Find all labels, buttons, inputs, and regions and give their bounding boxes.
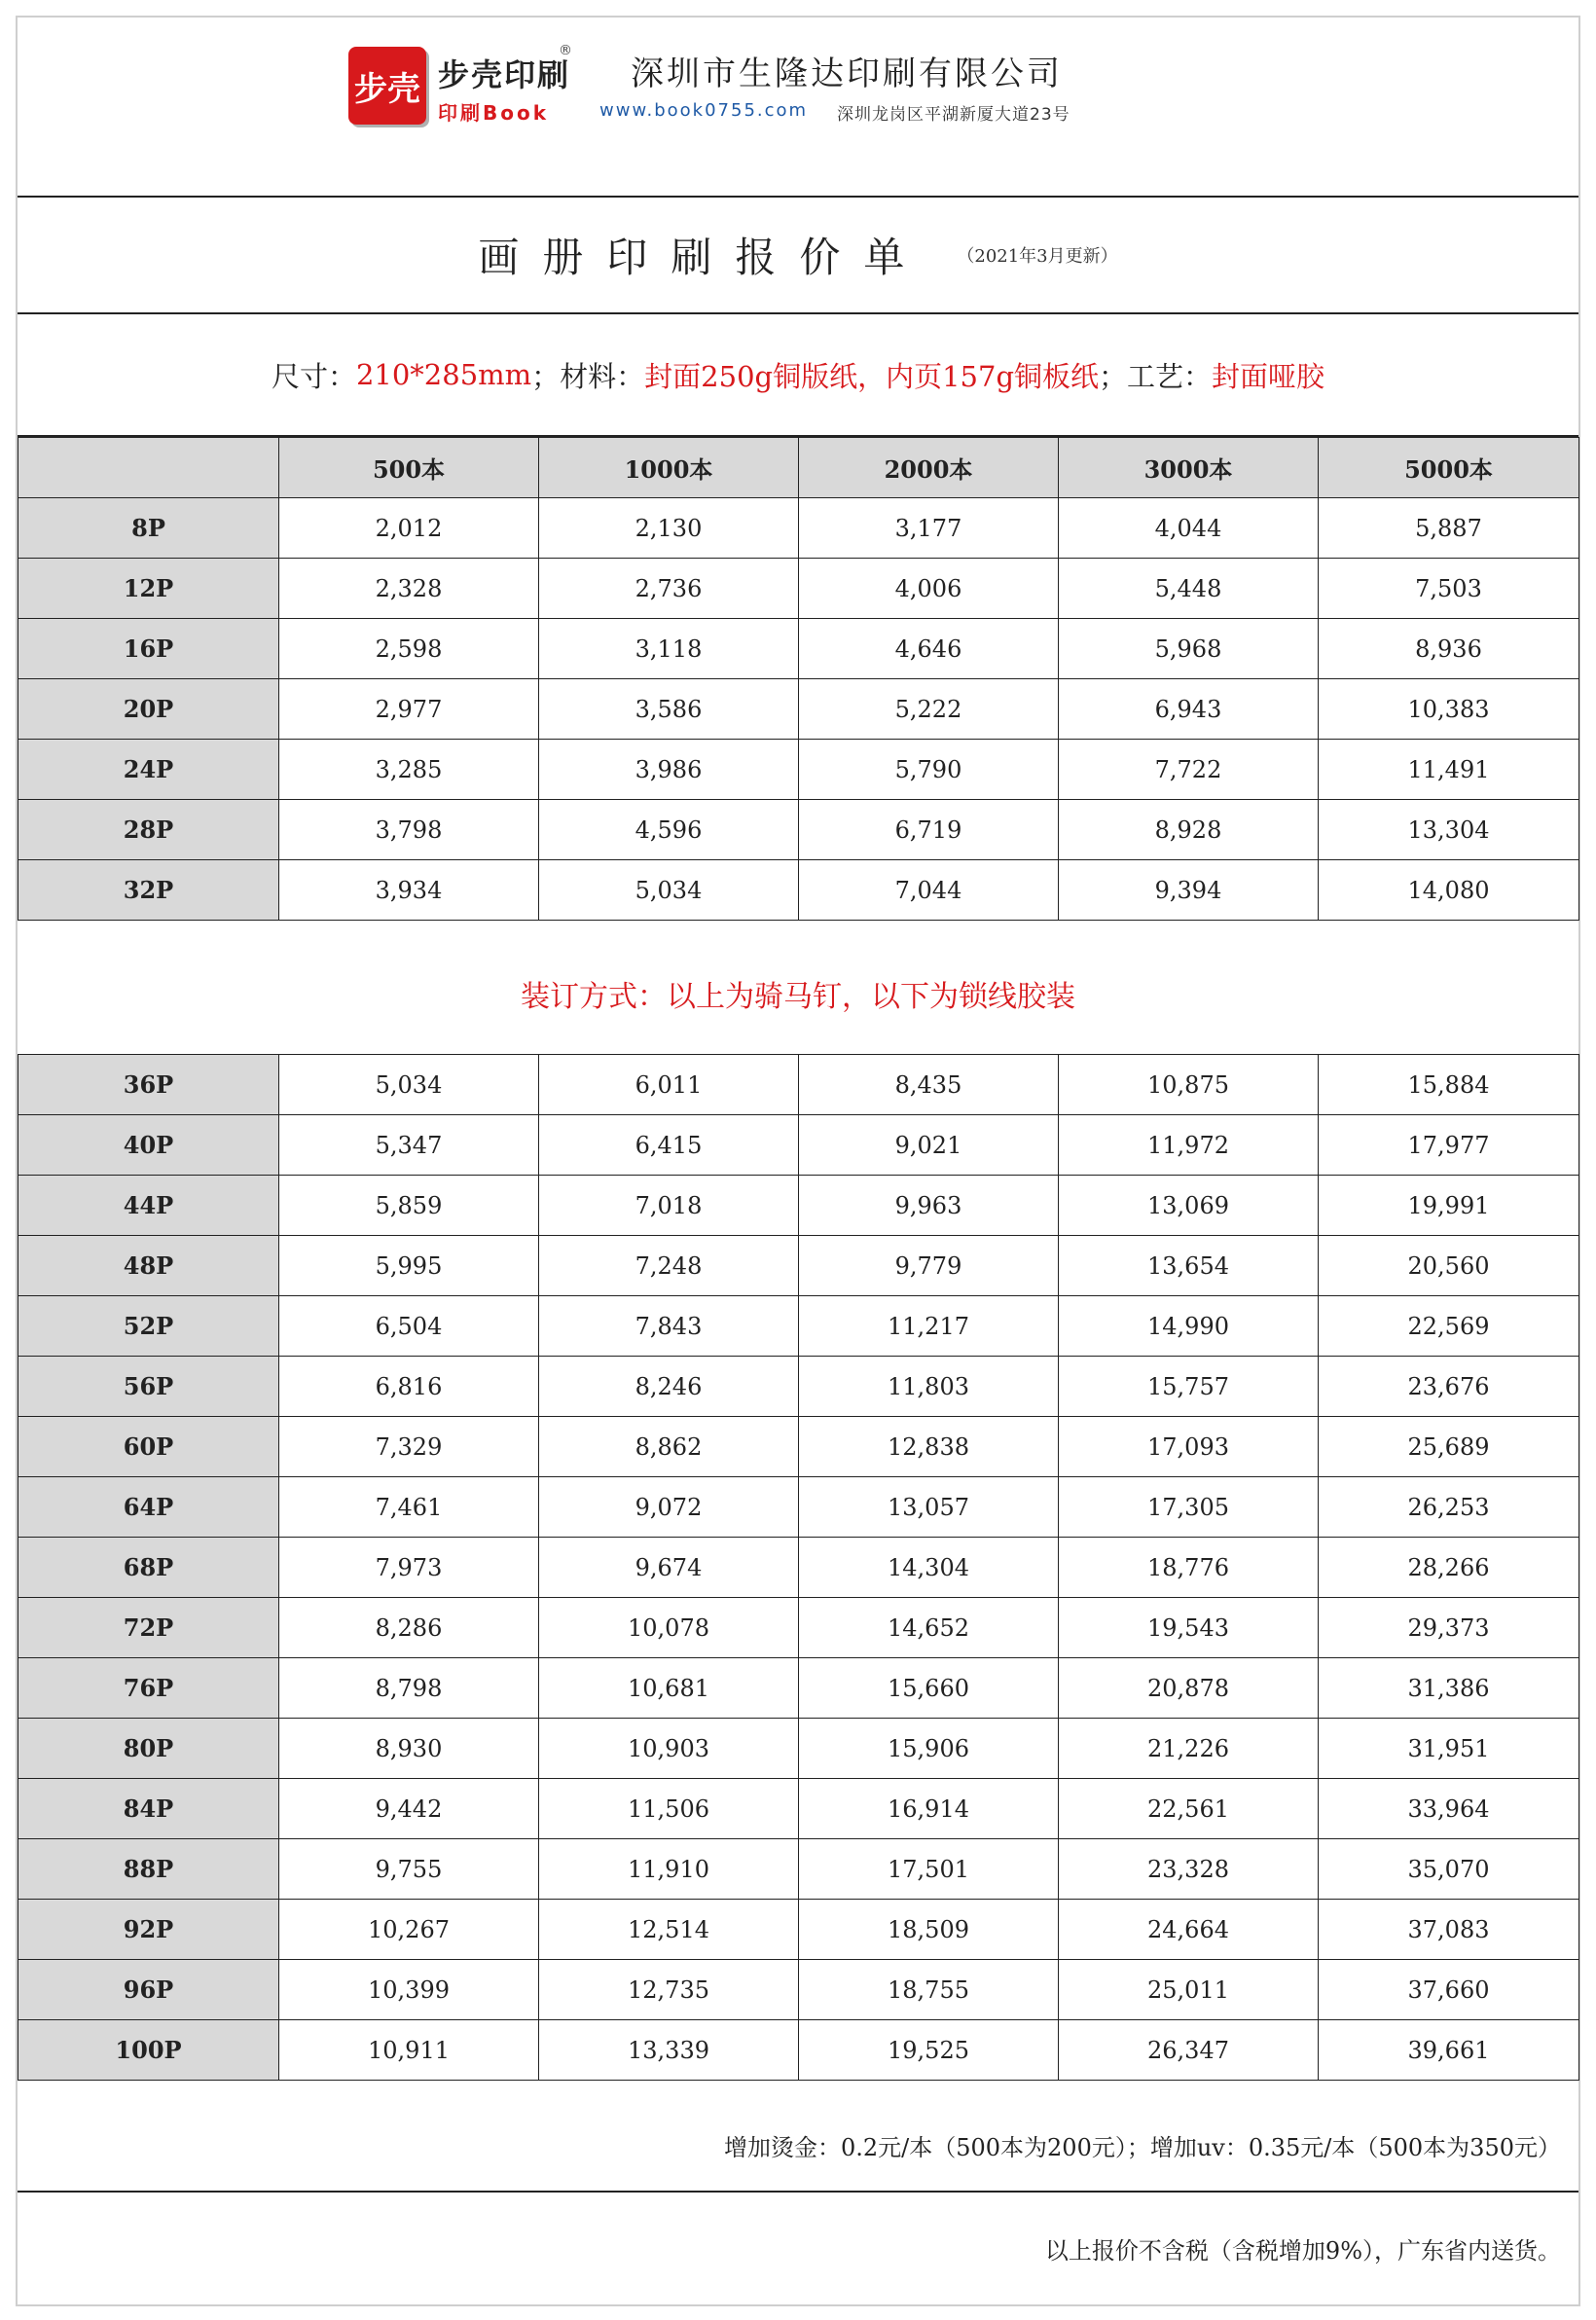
price-cell: 4,006: [799, 559, 1059, 619]
price-cell: 31,386: [1319, 1658, 1579, 1719]
table-row: [18, 1900, 1579, 1960]
price-cell: 5,790: [799, 740, 1059, 800]
brand-subtitle: 印刷Book: [438, 101, 550, 125]
price-cell: 3,118: [539, 619, 799, 679]
price-cell: 9,394: [1059, 860, 1319, 921]
price-cell: 9,963: [799, 1176, 1059, 1236]
price-cell: 11,506: [539, 1779, 799, 1839]
price-cell: 7,722: [1059, 740, 1319, 800]
page-count-label: 56P: [18, 1357, 279, 1417]
table-row: [18, 498, 1579, 559]
price-cell: 12,514: [539, 1900, 799, 1960]
spec-material-value: 封面250g铜版纸，内页157g铜板纸: [644, 359, 1100, 393]
page-count-label: 16P: [18, 619, 279, 679]
price-cell: 9,021: [799, 1115, 1059, 1176]
table-row: [18, 740, 1579, 800]
price-cell: 10,911: [279, 2020, 539, 2081]
price-cell: 20,560: [1319, 1236, 1579, 1296]
price-cell: 3,177: [799, 498, 1059, 559]
price-cell: 9,072: [539, 1477, 799, 1538]
price-cell: 18,776: [1059, 1538, 1319, 1598]
price-cell: 7,843: [539, 1296, 799, 1357]
header-corner: [18, 438, 279, 498]
price-cell: 10,903: [539, 1719, 799, 1779]
price-cell: 5,995: [279, 1236, 539, 1296]
price-cell: 7,461: [279, 1477, 539, 1538]
table-header-row: [18, 438, 1579, 498]
update-note: （2021年3月更新）: [957, 246, 1118, 267]
price-cell: 6,504: [279, 1296, 539, 1357]
price-cell: 5,859: [279, 1176, 539, 1236]
price-cell: 19,991: [1319, 1176, 1579, 1236]
price-cell: 11,803: [799, 1357, 1059, 1417]
price-cell: 13,654: [1059, 1236, 1319, 1296]
extras-note: 增加烫金：0.2元/本（500本为200元）；增加uv：0.35元/本（500本为350元）: [18, 2100, 1578, 2193]
price-cell: 37,083: [1319, 1900, 1579, 1960]
price-cell: 8,435: [799, 1055, 1059, 1115]
price-cell: 21,226: [1059, 1719, 1319, 1779]
price-cell: 17,501: [799, 1839, 1059, 1900]
page-count-label: 28P: [18, 800, 279, 860]
price-cell: 8,862: [539, 1417, 799, 1477]
spec-row: [18, 314, 1578, 437]
price-cell: 39,661: [1319, 2020, 1579, 2081]
price-table-saddle: [18, 437, 1579, 921]
price-cell: 14,080: [1319, 860, 1579, 921]
table-row: [18, 2020, 1579, 2081]
page-count-label: 100P: [18, 2020, 279, 2081]
page-count-label: 92P: [18, 1900, 279, 1960]
price-cell: 4,044: [1059, 498, 1319, 559]
header-qty-3000: 3000本: [1059, 438, 1319, 498]
table-row: [18, 1960, 1579, 2020]
price-cell: 3,798: [279, 800, 539, 860]
page-title: 画册印刷报价单: [478, 234, 928, 281]
page-count-label: 68P: [18, 1538, 279, 1598]
spec-material-label: ；材料：: [531, 359, 645, 393]
registered-mark: ®: [559, 43, 572, 58]
price-cell: 8,286: [279, 1598, 539, 1658]
price-cell: 20,878: [1059, 1658, 1319, 1719]
page-count-label: 20P: [18, 679, 279, 740]
price-cell: 9,779: [799, 1236, 1059, 1296]
title-row: [18, 198, 1578, 314]
price-cell: 5,347: [279, 1115, 539, 1176]
price-table-perfect: [18, 1054, 1579, 2081]
price-cell: 33,964: [1319, 1779, 1579, 1839]
price-cell: 6,011: [539, 1055, 799, 1115]
price-cell: 11,491: [1319, 740, 1579, 800]
table-row: [18, 559, 1579, 619]
tax-note: 以上报价不含税（含税增加9%），广东省内送货。: [1044, 2237, 1561, 2265]
price-cell: 15,757: [1059, 1357, 1319, 1417]
price-cell: 29,373: [1319, 1598, 1579, 1658]
table-row: [18, 860, 1579, 921]
header-qty-500: 500本: [279, 438, 539, 498]
website-link[interactable]: www.book0755.com: [599, 100, 809, 121]
price-cell: 6,943: [1059, 679, 1319, 740]
page-count-label: 48P: [18, 1236, 279, 1296]
table-row: [18, 1176, 1579, 1236]
price-cell: 8,928: [1059, 800, 1319, 860]
page-count-label: 12P: [18, 559, 279, 619]
price-cell: 19,525: [799, 2020, 1059, 2081]
price-cell: 11,910: [539, 1839, 799, 1900]
price-cell: 2,977: [279, 679, 539, 740]
price-cell: 7,018: [539, 1176, 799, 1236]
price-cell: 25,011: [1059, 1960, 1319, 2020]
price-cell: 2,598: [279, 619, 539, 679]
page-count-label: 44P: [18, 1176, 279, 1236]
quote-frame: [18, 196, 1578, 2304]
price-cell: 35,070: [1319, 1839, 1579, 1900]
price-cell: 3,934: [279, 860, 539, 921]
page-count-label: 8P: [18, 498, 279, 559]
price-cell: 18,755: [799, 1960, 1059, 2020]
price-cell: 5,034: [539, 860, 799, 921]
brand-logo-icon: 步壳: [348, 47, 426, 125]
price-cell: 9,674: [539, 1538, 799, 1598]
page-count-label: 36P: [18, 1055, 279, 1115]
page-count-label: 84P: [18, 1779, 279, 1839]
price-cell: 10,267: [279, 1900, 539, 1960]
price-cell: 22,569: [1319, 1296, 1579, 1357]
page-count-label: 88P: [18, 1839, 279, 1900]
price-cell: 4,646: [799, 619, 1059, 679]
price-cell: 18,509: [799, 1900, 1059, 1960]
table-row: [18, 1417, 1579, 1477]
price-cell: 7,044: [799, 860, 1059, 921]
spec-size-value: 210*285mm: [355, 358, 532, 391]
price-cell: 6,415: [539, 1115, 799, 1176]
price-cell: 13,057: [799, 1477, 1059, 1538]
price-cell: 5,887: [1319, 498, 1579, 559]
company-name: 深圳市生隆达印刷有限公司: [631, 54, 1063, 93]
price-cell: 7,329: [279, 1417, 539, 1477]
price-cell: 6,816: [279, 1357, 539, 1417]
price-cell: 12,735: [539, 1960, 799, 2020]
price-cell: 16,914: [799, 1779, 1059, 1839]
table-row: [18, 1115, 1579, 1176]
price-cell: 10,383: [1319, 679, 1579, 740]
price-cell: 14,652: [799, 1598, 1059, 1658]
price-cell: 11,217: [799, 1296, 1059, 1357]
price-cell: 8,936: [1319, 619, 1579, 679]
table-row: [18, 679, 1579, 740]
header-qty-5000: 5000本: [1319, 438, 1579, 498]
price-cell: 15,906: [799, 1719, 1059, 1779]
page-count-label: 60P: [18, 1417, 279, 1477]
table-row: [18, 1598, 1579, 1658]
price-cell: 19,543: [1059, 1598, 1319, 1658]
page-count-label: 80P: [18, 1719, 279, 1779]
table-row: [18, 800, 1579, 860]
price-cell: 7,248: [539, 1236, 799, 1296]
price-cell: 5,968: [1059, 619, 1319, 679]
price-cell: 10,399: [279, 1960, 539, 2020]
price-cell: 3,285: [279, 740, 539, 800]
page-count-label: 72P: [18, 1598, 279, 1658]
price-cell: 7,973: [279, 1538, 539, 1598]
brand-name: 步壳印刷: [438, 56, 571, 93]
price-cell: 28,266: [1319, 1538, 1579, 1598]
page-count-label: 24P: [18, 740, 279, 800]
letterhead: [18, 18, 1578, 196]
price-cell: 12,838: [799, 1417, 1059, 1477]
price-cell: 14,304: [799, 1538, 1059, 1598]
price-cell: 5,222: [799, 679, 1059, 740]
price-cell: 10,078: [539, 1598, 799, 1658]
price-cell: 25,689: [1319, 1417, 1579, 1477]
price-cell: 6,719: [799, 800, 1059, 860]
price-cell: 13,339: [539, 2020, 799, 2081]
company-address: 深圳龙岗区平湖新厦大道23号: [837, 105, 1070, 125]
spec-craft-value: 封面哑胶: [1212, 359, 1325, 393]
price-cell: 22,561: [1059, 1779, 1319, 1839]
price-cell: 26,253: [1319, 1477, 1579, 1538]
price-cell: 3,586: [539, 679, 799, 740]
page-count-label: 52P: [18, 1296, 279, 1357]
price-cell: 13,304: [1319, 800, 1579, 860]
price-cell: 24,664: [1059, 1900, 1319, 1960]
price-cell: 37,660: [1319, 1960, 1579, 2020]
price-cell: 5,448: [1059, 559, 1319, 619]
table-row: [18, 1839, 1579, 1900]
price-cell: 8,246: [539, 1357, 799, 1417]
page-count-label: 64P: [18, 1477, 279, 1538]
table-row: [18, 1236, 1579, 1296]
spec-craft-label: ；工艺：: [1099, 359, 1213, 393]
price-cell: 14,990: [1059, 1296, 1319, 1357]
price-cell: 11,972: [1059, 1115, 1319, 1176]
page-count-label: 96P: [18, 1960, 279, 2020]
table-row: [18, 1296, 1579, 1357]
price-cell: 26,347: [1059, 2020, 1319, 2081]
page-count-label: 32P: [18, 860, 279, 921]
price-cell: 31,951: [1319, 1719, 1579, 1779]
spec-size-label: 尺寸：: [271, 359, 356, 393]
page-count-label: 76P: [18, 1658, 279, 1719]
price-cell: 17,093: [1059, 1417, 1319, 1477]
price-cell: 9,755: [279, 1839, 539, 1900]
price-cell: 15,884: [1319, 1055, 1579, 1115]
price-cell: 10,875: [1059, 1055, 1319, 1115]
header-qty-1000: 1000本: [539, 438, 799, 498]
price-cell: 8,798: [279, 1658, 539, 1719]
table-row: [18, 1538, 1579, 1598]
table-row: [18, 1779, 1579, 1839]
price-cell: 2,736: [539, 559, 799, 619]
price-cell: 13,069: [1059, 1176, 1319, 1236]
brand-block: [438, 51, 570, 126]
table-row: [18, 619, 1579, 679]
page-count-label: 40P: [18, 1115, 279, 1176]
price-cell: 23,328: [1059, 1839, 1319, 1900]
price-cell: 15,660: [799, 1658, 1059, 1719]
price-cell: 9,442: [279, 1779, 539, 1839]
table-row: [18, 1477, 1579, 1538]
price-cell: 4,596: [539, 800, 799, 860]
price-cell: 23,676: [1319, 1357, 1579, 1417]
price-cell: 3,986: [539, 740, 799, 800]
price-cell: 17,977: [1319, 1115, 1579, 1176]
price-cell: 2,130: [539, 498, 799, 559]
table-row: [18, 1658, 1579, 1719]
price-cell: 17,305: [1059, 1477, 1319, 1538]
price-cell: 2,012: [279, 498, 539, 559]
price-cell: 10,681: [539, 1658, 799, 1719]
price-cell: 7,503: [1319, 559, 1579, 619]
quote-sheet: [16, 16, 1580, 2306]
header-qty-2000: 2000本: [799, 438, 1059, 498]
table-row: [18, 1719, 1579, 1779]
binding-note: 装订方式：以上为骑马钉，以下为锁线胶装: [521, 980, 1075, 1014]
table-row: [18, 1055, 1579, 1115]
price-cell: 2,328: [279, 559, 539, 619]
table-row: [18, 1357, 1579, 1417]
price-cell: 5,034: [279, 1055, 539, 1115]
price-cell: 8,930: [279, 1719, 539, 1779]
